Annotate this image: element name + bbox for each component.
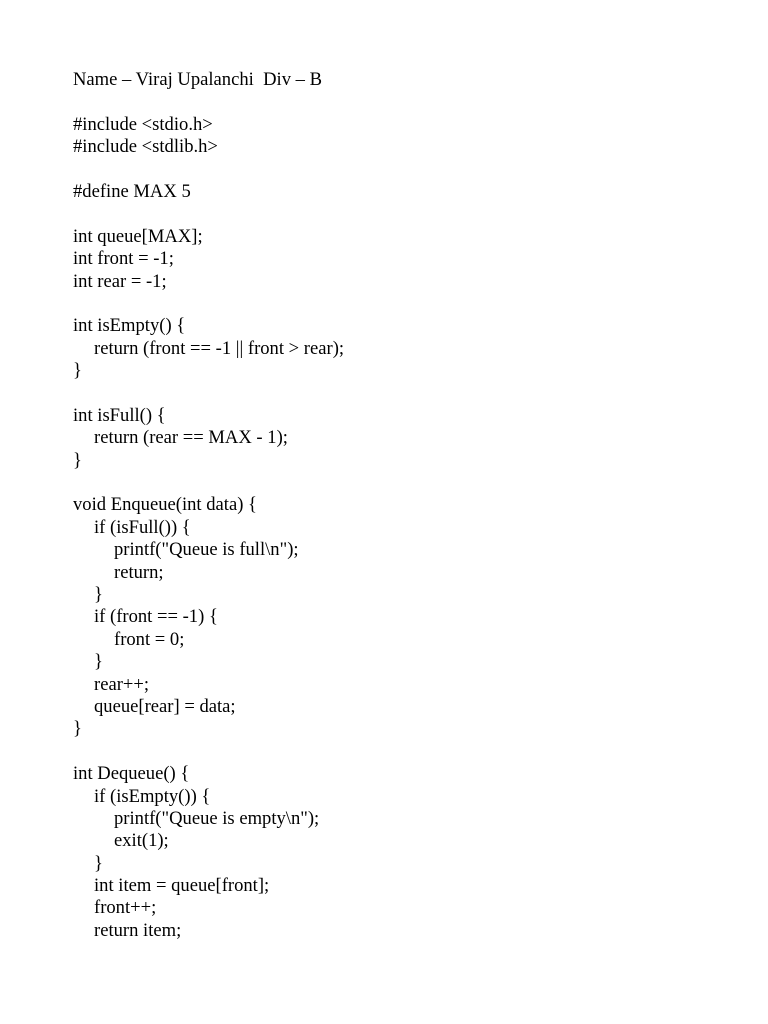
author-header: Name – Viraj Upalanchi Div – B <box>73 69 322 90</box>
code-line: int Dequeue() { <box>73 763 190 785</box>
code-line: } <box>94 852 103 874</box>
blank-line <box>73 472 733 494</box>
code-line: } <box>94 583 103 605</box>
blank-line <box>73 203 733 225</box>
code-line: } <box>73 718 82 740</box>
code-line: if (front == -1) { <box>94 606 218 628</box>
code-line: } <box>73 449 82 471</box>
code-line: } <box>73 360 82 382</box>
code-line: int queue[MAX]; <box>73 225 203 247</box>
blank-line <box>73 382 733 404</box>
blank-line <box>73 293 733 315</box>
code-line: return (rear == MAX - 1); <box>94 427 288 449</box>
blank-line <box>73 741 733 763</box>
code-listing <box>73 69 733 942</box>
code-line: front = 0; <box>114 628 185 650</box>
code-line: #include <stdlib.h> <box>73 136 218 158</box>
code-line: printf("Queue is empty\n"); <box>114 807 320 829</box>
code-line: return; <box>114 561 164 583</box>
code-line: printf("Queue is full\n"); <box>114 539 299 561</box>
code-line: } <box>94 651 103 673</box>
code-line: front++; <box>94 897 157 919</box>
code-line: queue[rear] = data; <box>94 695 236 717</box>
code-line: int isEmpty() { <box>73 315 186 337</box>
code-line: if (isFull()) { <box>94 516 191 538</box>
code-line: int rear = -1; <box>73 270 167 292</box>
code-line: int isFull() { <box>73 404 166 426</box>
code-line: int front = -1; <box>73 248 174 270</box>
blank-line <box>73 91 733 113</box>
code-line: #define MAX 5 <box>73 180 191 202</box>
code-line: void Enqueue(int data) { <box>73 494 257 516</box>
code-line: exit(1); <box>114 830 169 852</box>
blank-line <box>73 159 733 181</box>
code-line: return item; <box>94 919 182 941</box>
code-line: return (front == -1 || front > rear); <box>94 337 345 359</box>
code-line: if (isEmpty()) { <box>94 785 211 807</box>
code-line: int item = queue[front]; <box>94 875 270 897</box>
code-line: #include <stdio.h> <box>73 113 213 135</box>
code-line: rear++; <box>94 673 150 695</box>
